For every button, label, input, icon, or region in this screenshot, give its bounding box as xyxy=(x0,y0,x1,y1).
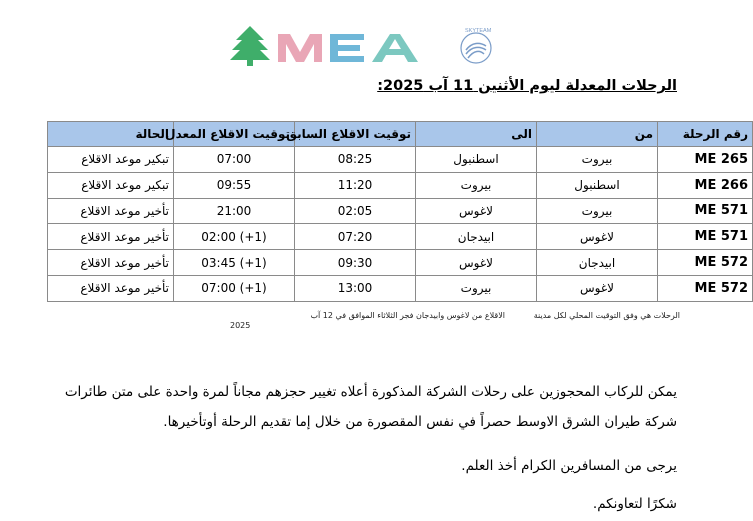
from-cell: بيروت xyxy=(537,198,658,224)
column-header-flight: رقم الرحلة xyxy=(658,122,753,147)
old-time-cell: 02:05 xyxy=(295,198,416,224)
new-time-cell: 03:45 (+1) xyxy=(174,250,295,276)
old-time-cell: 13:00 xyxy=(295,275,416,301)
table-row xyxy=(48,275,753,301)
table-row xyxy=(48,224,753,250)
svg-text:SKYTEAM: SKYTEAM xyxy=(465,28,492,34)
flight-number-cell: ME 572 xyxy=(658,275,753,301)
column-header-old-time: توقيت الاقلاع السابق xyxy=(295,122,416,147)
from-cell: لاغوس xyxy=(537,224,658,250)
to-cell: بيروت xyxy=(416,275,537,301)
to-cell: لاغوس xyxy=(416,198,537,224)
from-cell: اسطنبول xyxy=(537,172,658,198)
from-cell: ابيدجان xyxy=(537,250,658,276)
status-cell: تأخير موعد الاقلاع xyxy=(48,198,174,224)
flight-number-cell: ME 571 xyxy=(658,224,753,250)
flight-number-cell: ME 265 xyxy=(658,147,753,173)
status-cell: تأخير موعد الاقلاع xyxy=(48,275,174,301)
status-cell: تأخير موعد الاقلاع xyxy=(48,250,174,276)
footnote-year: 2025 xyxy=(230,321,251,330)
new-time-cell: 02:00 (+1) xyxy=(174,224,295,250)
table-row xyxy=(48,250,753,276)
table-row xyxy=(48,147,753,173)
cedar-tree-icon xyxy=(230,26,270,66)
from-cell: بيروت xyxy=(537,147,658,173)
notice-paragraph: يرجى من المسافرين الكرام أخذ العلم. xyxy=(461,458,677,474)
footnote-local-time: الرحلات هي وفق التوقيت المحلي لكل مدينة xyxy=(533,311,680,320)
table-row xyxy=(48,172,753,198)
table-row xyxy=(48,198,753,224)
body-paragraph-line-2: شركة طيران الشرق الاوسط حصراً في نفس المقصورة من خلال إما تقديم الرحلة أوتأخيرها. xyxy=(163,414,677,430)
logo-letters xyxy=(278,34,418,62)
new-time-cell: 21:00 xyxy=(174,198,295,224)
old-time-cell: 07:20 xyxy=(295,224,416,250)
flights-table xyxy=(47,121,753,302)
old-time-cell: 08:25 xyxy=(295,147,416,173)
new-time-cell: 07:00 (+1) xyxy=(174,275,295,301)
to-cell: اسطنبول xyxy=(416,147,537,173)
to-cell: لاغوس xyxy=(416,250,537,276)
thanks-paragraph: شكرًا لتعاونكم. xyxy=(592,496,677,512)
to-cell: ابيدجان xyxy=(416,224,537,250)
footnote-departure: الاقلاع من لاغوس وابيدجان فجر الثلاثاء الموافق في 12 آب xyxy=(310,311,505,320)
column-header-status: الحالة xyxy=(48,122,174,147)
flight-number-cell: ME 572 xyxy=(658,250,753,276)
flight-number-cell: ME 266 xyxy=(658,172,753,198)
column-header-new-time: توقيت الاقلاع المعدل xyxy=(174,122,295,147)
mea-logo xyxy=(228,22,508,72)
new-time-cell: 07:00 xyxy=(174,147,295,173)
flight-number-cell: ME 571 xyxy=(658,198,753,224)
status-cell: تأخير موعد الاقلاع xyxy=(48,224,174,250)
old-time-cell: 11:20 xyxy=(295,172,416,198)
column-header-to: الى xyxy=(416,122,537,147)
page-title: الرحلات المعدلة ليوم الأثنين 11 آب 2025: xyxy=(377,78,677,94)
to-cell: بيروت xyxy=(416,172,537,198)
status-cell: تبكير موعد الاقلاع xyxy=(48,147,174,173)
status-cell: تبكير موعد الاقلاع xyxy=(48,172,174,198)
old-time-cell: 09:30 xyxy=(295,250,416,276)
column-header-from: من xyxy=(537,122,658,147)
from-cell: لاغوس xyxy=(537,275,658,301)
new-time-cell: 09:55 xyxy=(174,172,295,198)
body-paragraph-line-1: يمكن للركاب المحجوزين على رحلات الشركة المذكورة أعلاه تغيير حجزهم مجاناً لمرة واحدة على متن طائرات xyxy=(64,384,677,400)
table-header-row xyxy=(48,122,753,147)
skyteam-icon xyxy=(461,28,492,63)
